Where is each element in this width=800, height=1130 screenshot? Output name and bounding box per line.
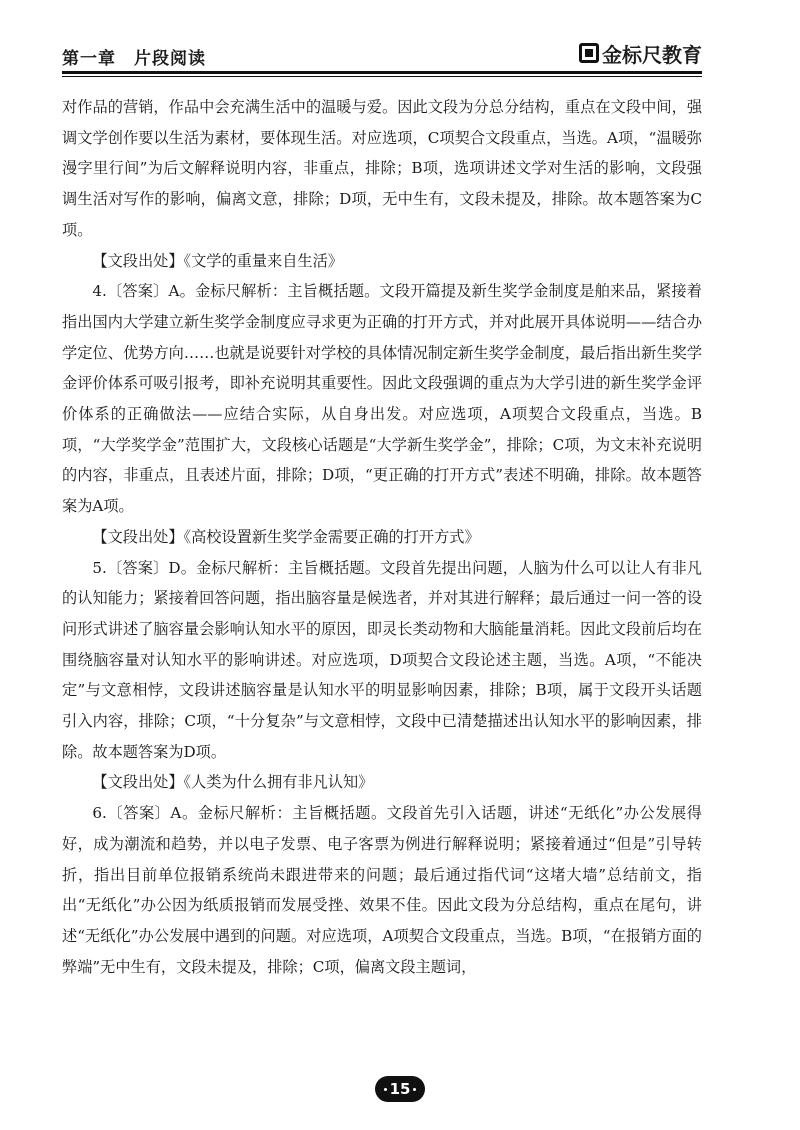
body-text (62, 92, 702, 982)
answer-paragraph-5: 5.〔答案〕D。金标尺解析：主旨概括题。文段首先提出问题，人脑为什么可以让人有非凡的认知能力；紧接着回答问题，指出脑容量是候选者，并对其进行解释；最后通过一问一答的设问形式讲述了脑容量会影响认知水平的原因，即灵长类动物和大脑能量消耗。因此文段前后均在围绕脑容量对认知水平的影响讲述。对应选项，D项契合文段论述主题，当选。A项，“不能决定”与文意相悖，文段讲述脑容量是认知水平的明显影响因素，排除；B项，属于文段开头话题引入内容，排除；C项，“十分复杂”与文意相悖，文段中已清楚描述出认知水平的影响因素，排除。故本题答案为D项。 (62, 558, 702, 761)
page-number-badge (375, 1076, 425, 1102)
logo-text: 金标尺教育 (602, 42, 702, 67)
dot-icon (413, 1088, 416, 1091)
dot-icon (384, 1088, 387, 1091)
page-number: 15 (389, 1080, 411, 1098)
answer-paragraph-6: 6.〔答案〕A。金标尺解析：主旨概括题。文段首先引入话题，讲述“无纸化”办公发展得好，成为潮流和趋势，并以电子发票、电子客票为例进行解释说明；紧接着通过“但是”引导转折，指出目前单位报销系统尚未跟进带来的问题；最后通过指代词“这堵大墙”总结前文，指出“无纸化”办公因为纸质报销而发展受挫、效果不佳。因此文段为分总结构，重点在尾句，讲述“无纸化”办公发展中遇到的问题。对应选项，A项契合文段重点，当选。B项，“在报销方面的弊端”无中生有，文段未提及，排除；C项，偏离文段主题词， (62, 804, 702, 976)
page-header (62, 38, 702, 72)
header-rule-thin (62, 76, 702, 77)
chapter-title: 第一章 片段阅读 (62, 49, 206, 69)
source-citation: 【文段出处】《文学的重量来自生活》 (92, 251, 343, 270)
source-citation: 【文段出处】《高校设置新生奖学金需要正确的打开方式》 (92, 527, 480, 546)
answer-paragraph-4: 4.〔答案〕A。金标尺解析：主旨概括题。文段开篇提及新生奖学金制度是舶来品，紧接着指出国内大学建立新生奖学金制度应寻求更为正确的打开方式，并对此展开具体说明——结合办学定位、优势方向……也就是说要针对学校的具体情况制定新生奖学金制度，最后指出新生奖学金评价体系可吸引报考，即补充说明其重要性。因此文段强调的重点为大学引进的新生奖学金评价体系的正确做法——应结合实际，从自身出发。对应选项，A项契合文段重点，当选。B项，“大学奖学金”范围扩大，文段核心话题是“大学新生奖学金”，排除；C项，为文末补充说明的内容，非重点，且表述片面，排除；D项，“更正确的打开方式”表述不明确，排除。故本题答案为A项。 (62, 282, 702, 516)
brand-logo (579, 40, 702, 66)
header-rule (62, 71, 702, 74)
logo-mark-icon (579, 43, 599, 63)
source-citation: 【文段出处】《人类为什么拥有非凡认知》 (92, 773, 374, 792)
paragraph-continuation: 对作品的营销，作品中会充满生活中的温暖与爱。因此文段为分总分结构，重点在文段中间，强调文学创作要以生活为素材，要体现生活。对应选项，C项契合文段重点，当选。A项，“温暖弥漫字里行间”为后文解释说明内容，非重点，排除；B项，选项讲述文学对生活的影响，文段强调生活对写作的影响，偏离文意，排除；D项，无中生有，文段未提及，排除。故本题答案为C项。 (62, 98, 702, 239)
